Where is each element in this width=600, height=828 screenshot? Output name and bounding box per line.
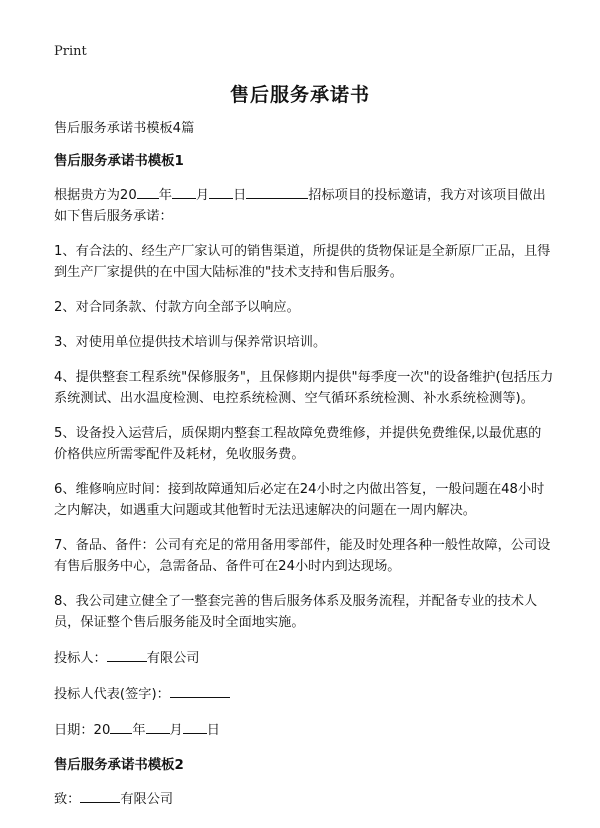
- bidder-line: [54, 647, 554, 669]
- list-item: 8、我公司建立健全了一整套完善的售后服务体系及服务流程，并配备专业的技术人员，保证整个售后服务能及时全面地实施。: [54, 594, 538, 630]
- date-year-blank: [110, 719, 132, 734]
- date-day-blank: [183, 719, 207, 734]
- section-heading-template-1: 售后服务承诺书模板1: [54, 154, 184, 169]
- print-link[interactable]: Print: [54, 44, 87, 59]
- list-item: 5、设备投入运营后，质保期内整套工程故障免费维修，并提供免费维保,以最优惠的价格供应所需零配件及耗材，免收服务费。: [54, 426, 542, 462]
- date-day-label: 日: [206, 723, 220, 738]
- day-blank: [209, 184, 233, 199]
- representative-label: 投标人代表(签字)：: [54, 687, 170, 702]
- bidder-name-blank: [107, 647, 147, 662]
- month-blank: [172, 184, 196, 199]
- signature-blank: [170, 683, 230, 698]
- list-item: 2、对合同条款、付款方向全部予以响应。: [54, 300, 300, 315]
- list-item: 6、维修响应时间：接到故障通知后必定在24小时之内做出答复，一般问题在48小时之内解决，如遇重大问题或其他暂时无法迅速解决的问题在一周内解决。: [54, 482, 545, 518]
- recipient-suffix: 有限公司: [120, 792, 174, 807]
- recipient-label: 致：: [54, 792, 81, 807]
- date-line: [54, 719, 554, 741]
- page-title: 售后服务承诺书: [229, 84, 370, 106]
- bidder-suffix: 有限公司: [146, 651, 200, 666]
- project-name-blank: [246, 184, 308, 199]
- date-month-blank: [146, 719, 170, 734]
- intro-paragraph: [54, 184, 554, 227]
- document-body: [54, 118, 554, 824]
- section-heading-template-2: 售后服务承诺书模板2: [54, 758, 184, 773]
- intro-year-label: 年: [158, 188, 172, 203]
- date-year-label: 年: [132, 723, 146, 738]
- intro-text-prefix: 根据贵方为20: [54, 188, 137, 203]
- recipient-name-blank: [80, 788, 120, 803]
- year-blank: [137, 184, 159, 199]
- list-item: 4、提供整套工程系统"保修服务"，且保修期内提供"每季度一次"的设备维护(包括压力系统测试、出水温度检测、电控系统检测、空气循环系统检测、补水系统检测等)。: [54, 370, 554, 406]
- recipient-line: [54, 788, 554, 810]
- intro-text-rest: 招标项目的投标邀请，我方对该项目做出如下售后服务承诺：: [54, 188, 546, 224]
- representative-line: [54, 683, 554, 705]
- bidder-label: 投标人：: [54, 651, 107, 666]
- list-item: 7、备品、备件：公司有充足的常用备用零部件，能及时处理各种一般性故障，公司设有售后服务中心，急需备品、备件可在24小时内到达现场。: [54, 538, 551, 574]
- intro-month-label: 月: [195, 188, 210, 203]
- date-label: 日期：20: [54, 723, 111, 738]
- list-item: 1、有合法的、经生产厂家认可的销售渠道，所提供的货物保证是全新原厂正品，且得到生产厂家提供的在中国大陆标准的"技术支持和售后服务。: [54, 244, 551, 280]
- intro-day-label: 日: [233, 188, 247, 203]
- date-month-label: 月: [169, 723, 183, 738]
- document-subtitle: 售后服务承诺书模板4篇: [54, 121, 195, 136]
- list-item: 3、对使用单位提供技术培训与保养常识培训。: [54, 335, 327, 350]
